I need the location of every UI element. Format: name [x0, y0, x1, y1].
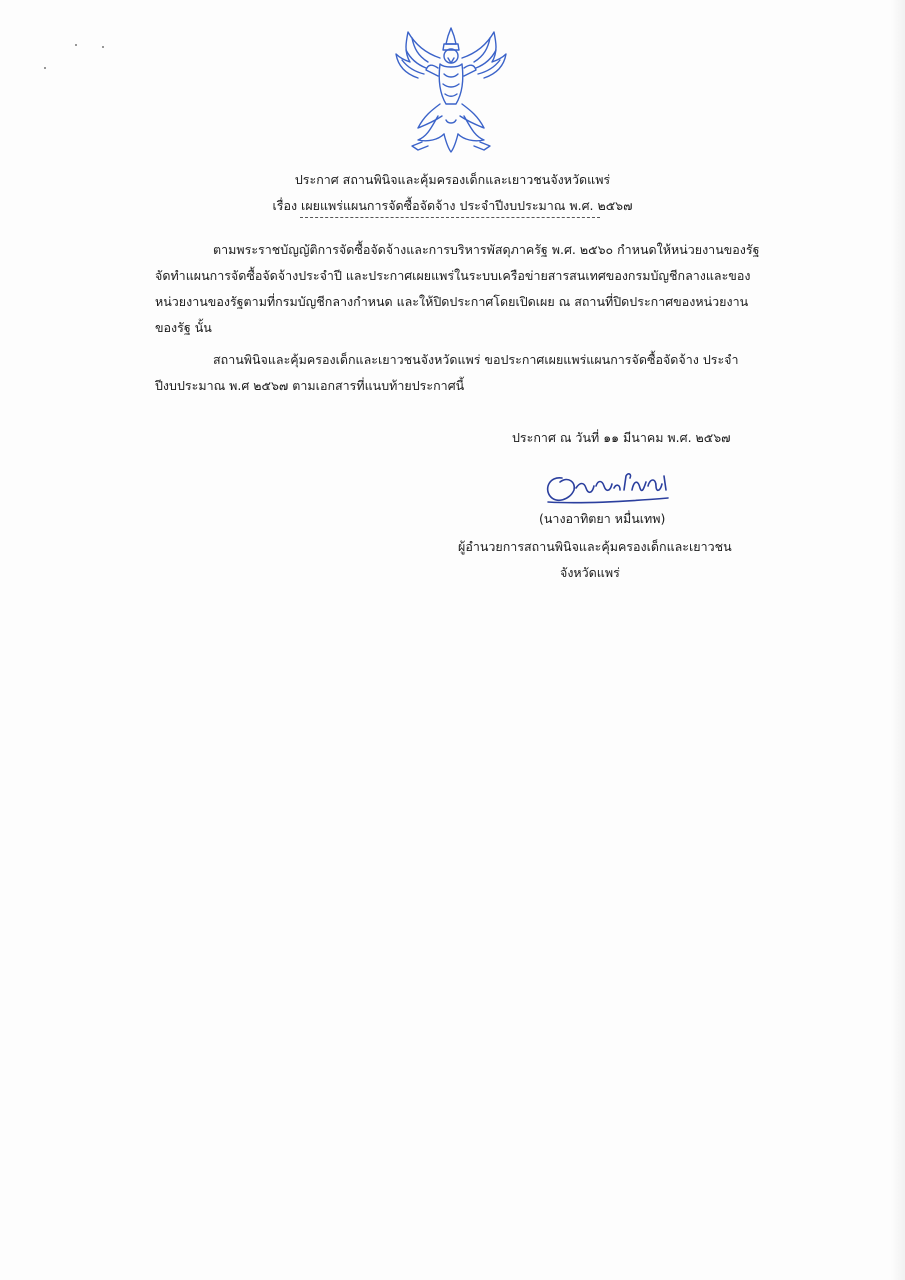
announcement-title: ประกาศ สถานพินิจและคุ้มครองเด็กและเยาวชนจังหวัดแพร่: [294, 172, 611, 187]
paragraph1-line3: หน่วยงานของรัฐตามที่กรมบัญชีกลางกำหนด และให้ปิดประกาศโดยเปิดเผย ณ สถานที่ปิดประกาศของหน่วยงาน: [155, 294, 749, 309]
scan-speck: [75, 44, 77, 46]
scan-speck: [44, 67, 46, 69]
announcement-date: ประกาศ ณ วันที่ ๑๑ มีนาคม พ.ศ. ๒๕๖๗: [512, 430, 731, 445]
title-divider: [300, 217, 600, 218]
paragraph1-line2: จัดทำแผนการจัดซื้อจัดจ้างประจำปี และประกาศเผยแพร่ในระบบเครือข่ายสารสนเทศของกรมบัญชีกลางและของ: [155, 268, 751, 283]
handwritten-signature: [540, 464, 680, 508]
signer-province: จังหวัดแพร่: [560, 565, 620, 580]
paragraph2-line1: สถานพินิจและคุ้มครองเด็กและเยาวชนจังหวัดแพร่ ขอประกาศเผยแพร่แผนการจัดซื้อจัดจ้าง ประจำ: [213, 352, 739, 367]
paragraph1-line4: ของรัฐ นั้น: [155, 320, 212, 335]
paragraph1-line1: ตามพระราชบัญญัติการจัดซื้อจัดจ้างและการบริหารพัสดุภาครัฐ พ.ศ. ๒๕๖๐ กำหนดให้หน่วยงานของรัฐ: [213, 242, 760, 257]
signer-position: ผู้อำนวยการสถานพินิจและคุ้มครองเด็กและเยาวชน: [458, 539, 732, 554]
signer-name: (นางอาทิตยา หมื่นเทพ): [539, 511, 666, 526]
scan-edge-shadow: [891, 0, 905, 1280]
paragraph2-line2: ปีงบประมาณ พ.ศ ๒๕๖๗ ตามเอกสารที่แนบท้ายประกาศนี้: [155, 378, 465, 393]
scan-speck: [102, 46, 104, 48]
garuda-emblem-icon: [388, 24, 514, 156]
announcement-subject: เรื่อง เผยแพร่แผนการจัดซื้อจัดจ้าง ประจำปีงบประมาณ พ.ศ. ๒๕๖๗: [272, 198, 633, 213]
